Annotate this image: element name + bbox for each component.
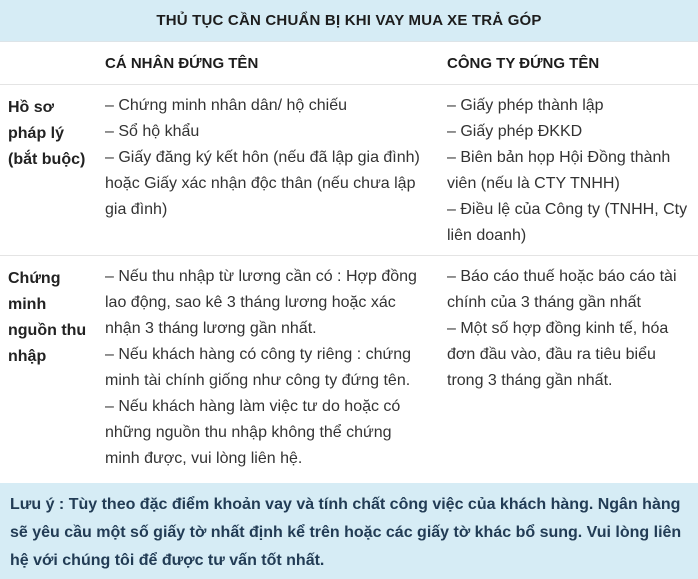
row-label-income: Chứng minh nguồn thu nhập <box>8 270 87 365</box>
legal-personal-cell <box>105 93 447 249</box>
page-title-bar <box>0 0 698 42</box>
documents-table <box>0 42 698 478</box>
column-header-company: CÔNG TY ĐỨNG TÊN <box>447 54 600 72</box>
bullet-item: – Nếu khách hàng có công ty riêng : chứng minh tài chính giống như công ty đứng tên. <box>105 346 412 389</box>
income-company-cell <box>447 264 690 472</box>
bullet-item: – Một số hợp đồng kinh tế, hóa đơn đầu vào, đầu ra tiêu biểu trong 3 tháng gần nhất. <box>447 320 669 389</box>
bullet-item: – Giấy phép thành lập <box>447 97 604 114</box>
bullet-item: – Nếu khách hàng làm việc tư do hoặc có những nguồn thu nhập không thể chứng minh được, vui lòng liên hệ. <box>105 398 401 467</box>
table-row-legal-documents <box>0 85 698 256</box>
note-bar <box>0 483 698 579</box>
income-personal-cell <box>105 264 447 472</box>
bullet-item: – Báo cáo thuế hoặc báo cáo tài chính của 3 tháng gần nhất <box>447 268 677 311</box>
bullet-item: – Nếu thu nhập từ lương cần có : Hợp đồng lao động, sao kê 3 tháng lương hoặc xác nhận 3 tháng lương gần nhất. <box>105 268 417 337</box>
bullet-item: – Giấy phép ĐKKD <box>447 123 583 140</box>
table-header-row <box>0 42 698 85</box>
bullet-item: – Giấy đăng ký kết hôn (nếu đã lập gia đình) hoặc Giấy xác nhận độc thân (nếu chưa lập gia đình) <box>105 149 420 218</box>
bullet-item: – Sổ hộ khẩu <box>105 123 200 140</box>
row-label-legal: Hồ sơ pháp lý (bắt buộc) <box>8 99 86 168</box>
bullet-item: – Biên bản họp Hội Đồng thành viên (nếu là CTY TNHH) <box>447 149 671 192</box>
page-title: THỦ TỤC CẦN CHUẨN BỊ KHI VAY MUA XE TRẢ GÓP <box>156 12 542 29</box>
bullet-item: – Điều lệ của Công ty (TNHH, Cty liên doanh) <box>447 201 688 244</box>
note-text: Lưu ý : Tùy theo đặc điểm khoản vay và tính chất công việc của khách hàng. Ngân hàng sẽ yêu cầu một số giấy tờ nhất định kể trên hoặc các giấy tờ khác bổ sung. Vui lòng liên hệ với chúng tôi để được tư vấn tốt nhất. <box>10 496 682 569</box>
bullet-item: – Chứng minh nhân dân/ hộ chiếu <box>105 97 347 114</box>
table-row-income-proof <box>0 256 698 478</box>
header-spacer-cell <box>8 62 105 64</box>
legal-company-cell <box>447 93 690 249</box>
column-header-personal: CÁ NHÂN ĐỨNG TÊN <box>105 54 259 72</box>
